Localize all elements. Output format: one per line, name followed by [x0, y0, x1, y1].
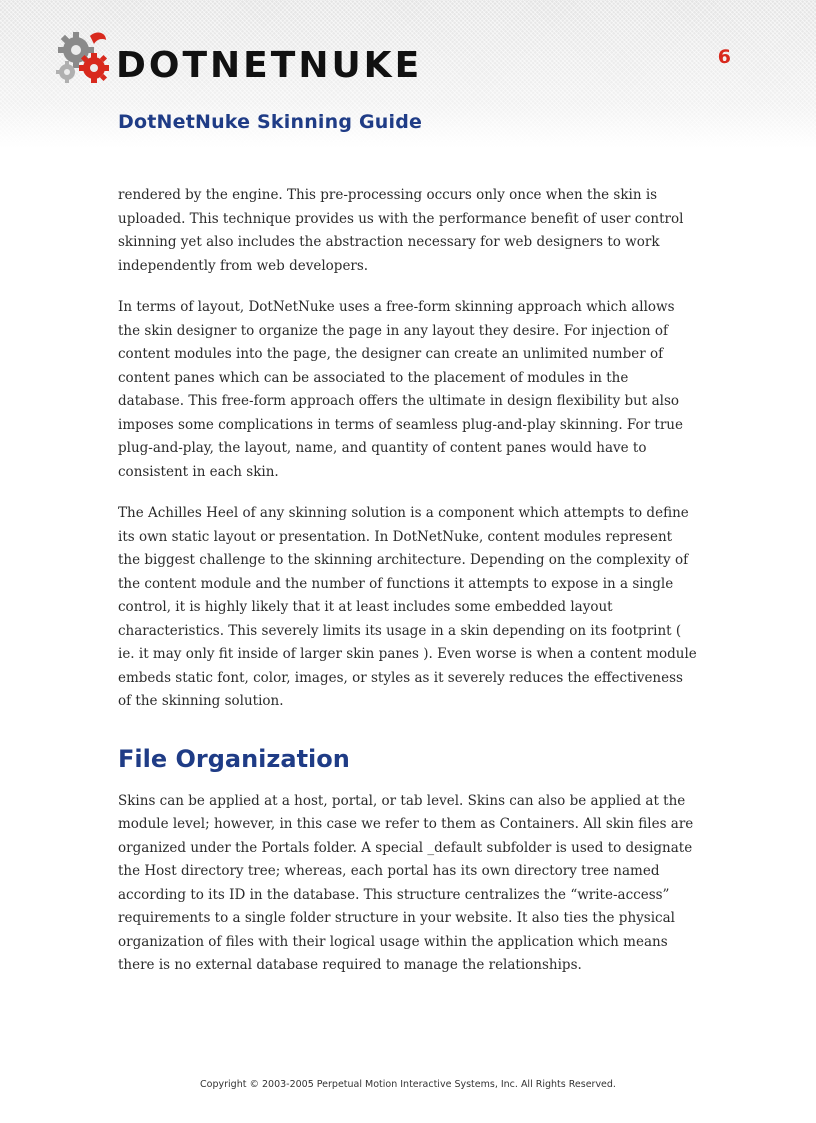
copyright-footer: Copyright © 2003-2005 Perpetual Motion Interactive Systems, Inc. All Rights Reserved. [200, 1079, 616, 1090]
page-number: 6 [717, 46, 731, 68]
body-paragraph: rendered by the engine. This pre-processing occurs only once when the skin is uploaded. This technique provides us with the performance benefit of user control skinning yet also includes the abstraction necessary for web designers to work independently from web developers. [118, 187, 684, 274]
body-paragraph: The Achilles Heel of any skinning solution is a component which attempts to define its own static layout or presentation. In DotNetNuke, content modules represent the biggest challenge to the skinning architecture. Depending on the complexity of the content module and the number of functions it attempts to expose in a single control, it is highly likely that it at least includes some embedded layout characteristics. This severely limits its usage in a skin depending on its footprint ( ie. it may only fit inside of larger skin panes ). Even worse is when a content module embeds static font, color, images, or styles as it severely reduces the effectiveness of the skinning solution. [118, 505, 697, 709]
dotnetnuke-logo [50, 22, 423, 92]
guide-title: DotNetNuke Skinning Guide [118, 111, 423, 133]
page-header [0, 0, 816, 148]
logo-wordmark: DOTNETNUKE [116, 45, 423, 86]
page-content [118, 184, 698, 996]
section-paragraph: Skins can be applied at a host, portal, or tab level. Skins can also be applied at the module level; however, in this case we refer to them as Containers. All skin files are organized under the Portals folder. A special _default subfolder is used to designate the Host directory tree; whereas, each portal has its own directory tree named according to its ID in the database. This structure centralizes the “write-access” requirements to a single folder structure in your website. It also ties the physical organization of files with their logical usage within the application which means there is no external database required to manage the relationships. [118, 792, 694, 973]
body-paragraph: In terms of layout, DotNetNuke uses a free-form skinning approach which allows the skin designer to organize the page in any layout they desire. For injection of content modules into the page, the designer can create an unlimited number of content panes which can be associated to the placement of modules in the database. This free-form approach offers the ultimate in design flexibility but also imposes some complications in terms of seamless plug-and-play skinning. For true plug-and-play, the layout, name, and quantity of content panes would have to consistent in each skin. [118, 299, 683, 480]
section-heading: File Organization [118, 744, 350, 773]
